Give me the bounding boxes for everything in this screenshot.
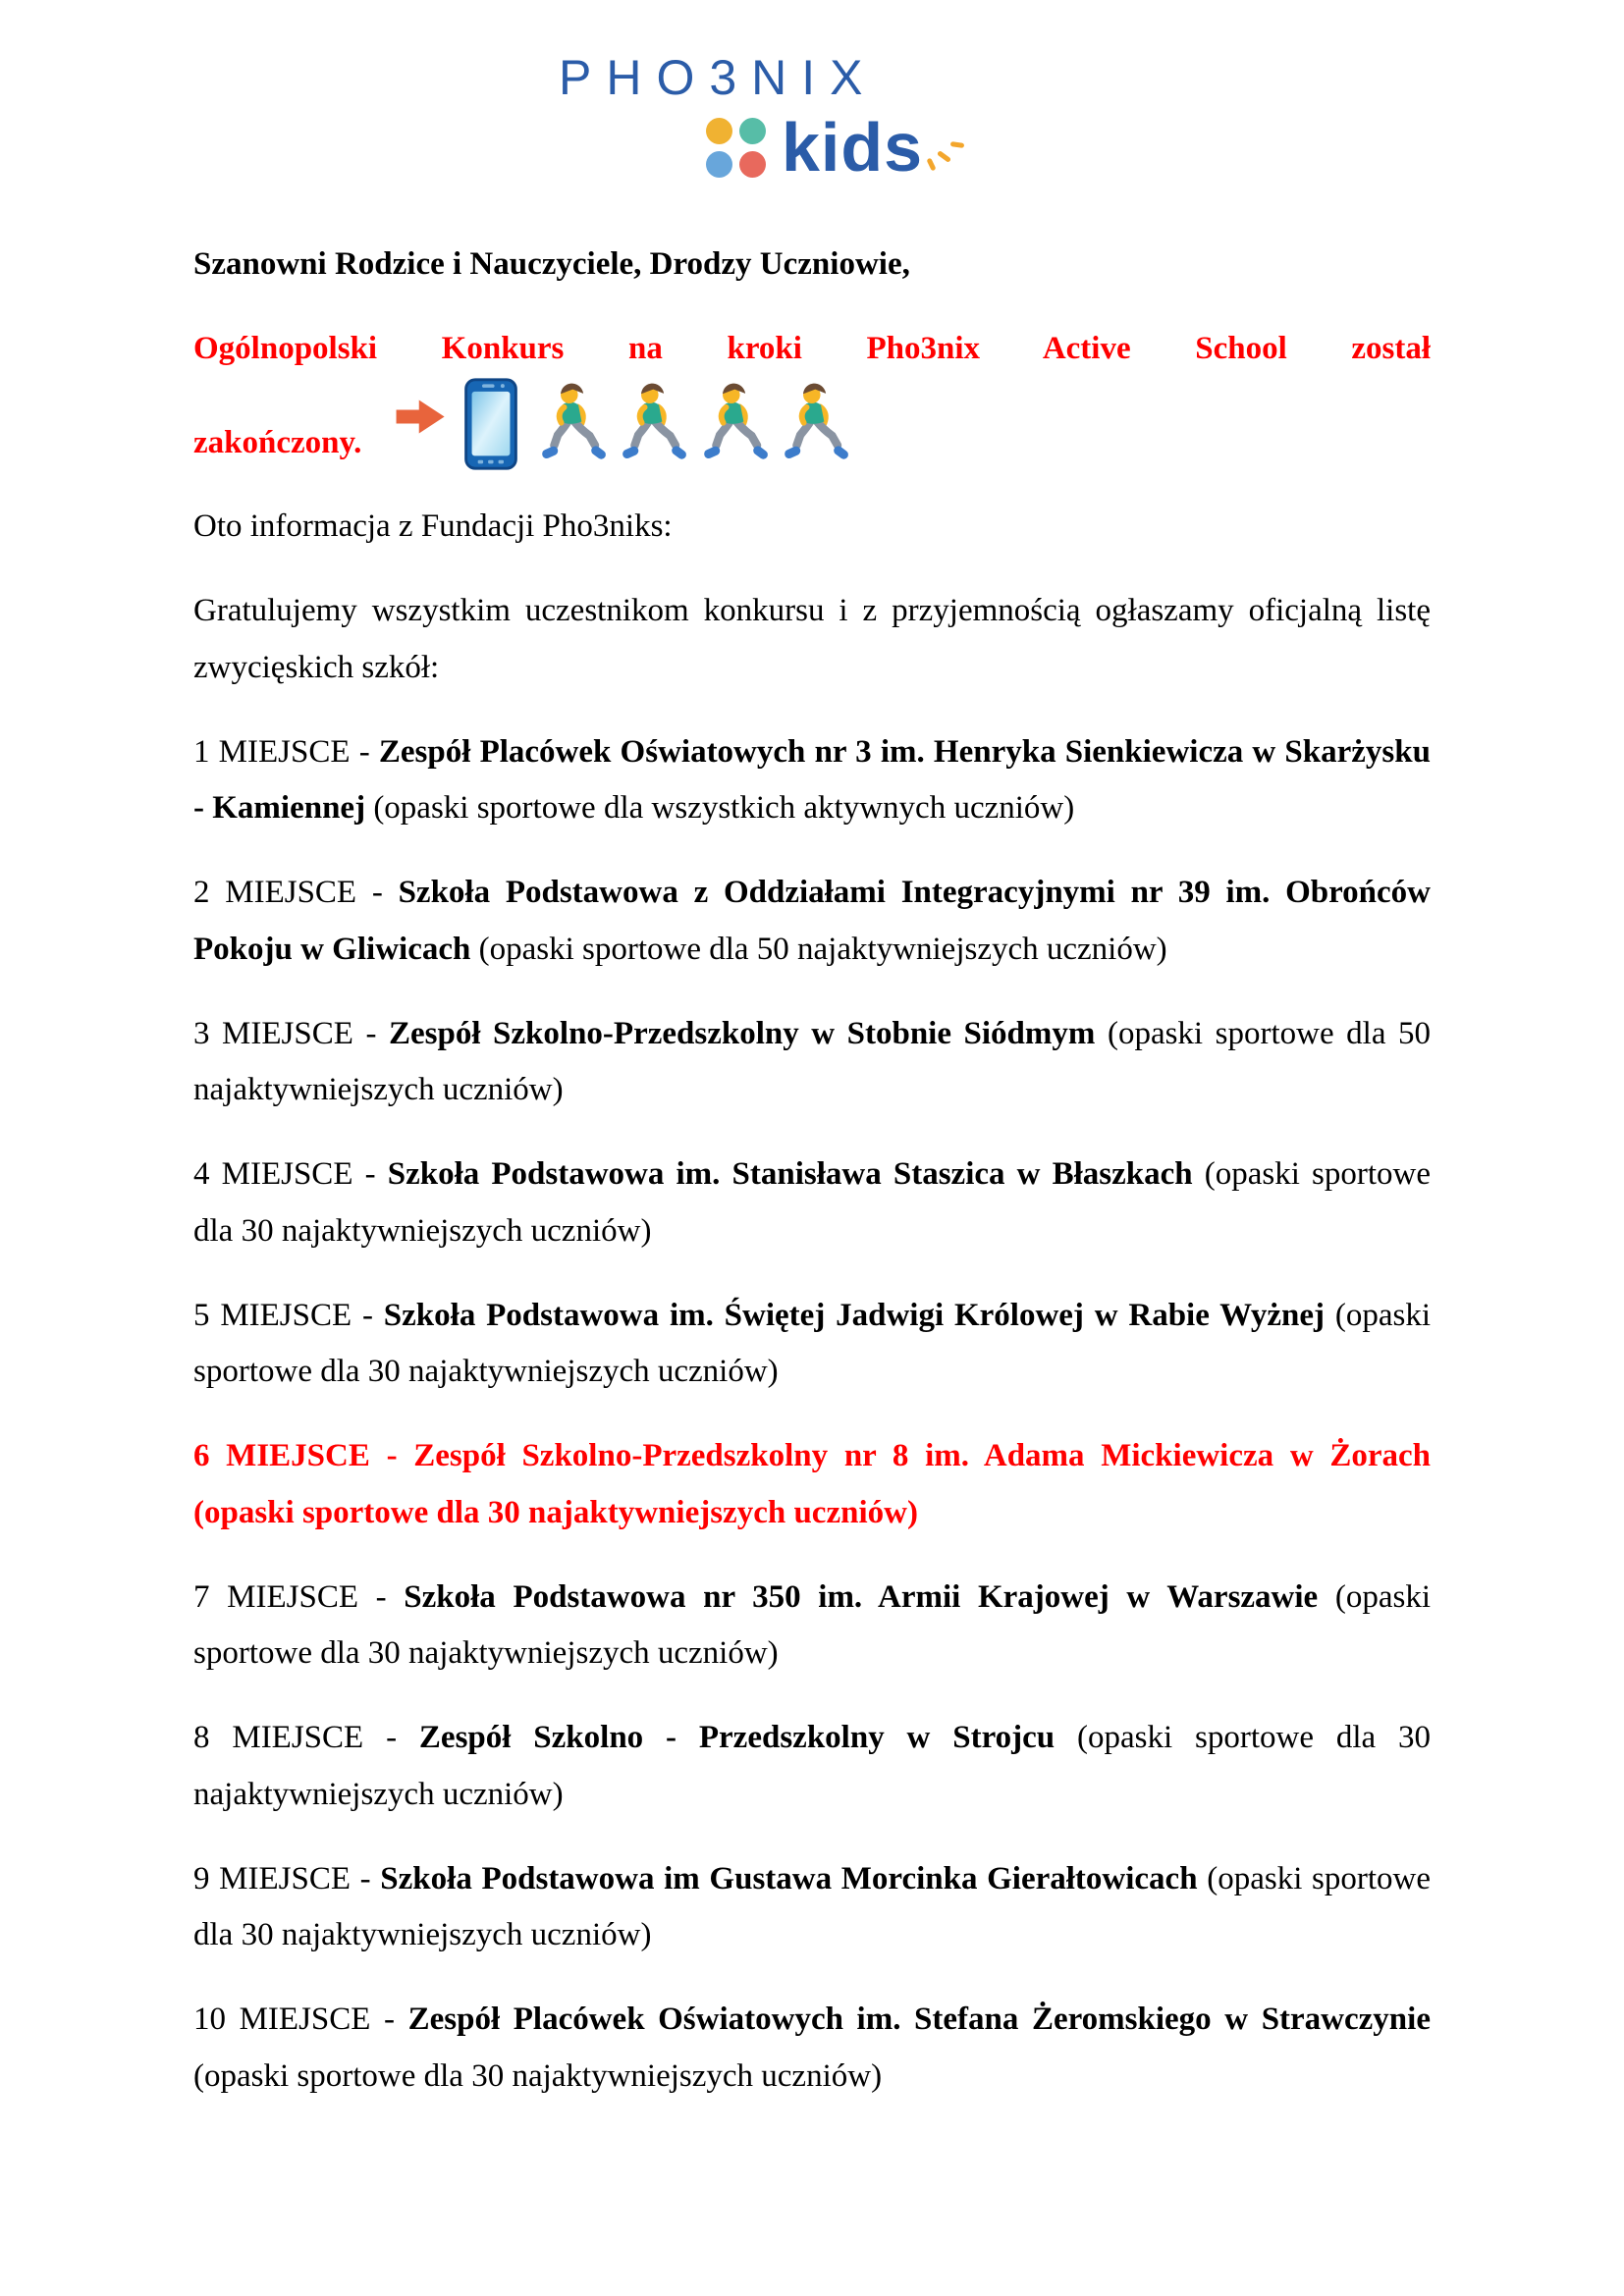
place-item bbox=[193, 865, 1431, 979]
place-item bbox=[193, 1006, 1431, 1120]
place-rank: 9 MIEJSCE bbox=[193, 1860, 351, 1896]
emoji-row bbox=[361, 425, 852, 460]
place-rank: 2 MIEJSCE bbox=[193, 875, 357, 910]
info-line: Oto informacja z Fundacji Pho3niks: bbox=[193, 508, 673, 545]
right-arrow-icon bbox=[394, 397, 447, 437]
logo-dot bbox=[706, 151, 732, 178]
announcement-paragraph bbox=[193, 321, 1431, 472]
place-school: Szkoła Podstawowa nr 350 im. Armii Krajowej w Warszawie bbox=[404, 1578, 1319, 1615]
place-school: Szkoła Podstawowa im Gustawa Morcinka Gierałtowicach bbox=[380, 1860, 1198, 1896]
place-separator: - bbox=[351, 1860, 381, 1896]
logo-kids-row bbox=[706, 109, 1030, 186]
congrats-paragraph: Gratulujemy wszystkim uczestnikom konkursu i z przyjemnością ogłaszamy oficjalną listę zwycięskich szkół: bbox=[193, 593, 1431, 685]
place-rank: 6 MIEJSCE bbox=[193, 1438, 370, 1473]
place-rank: 4 MIEJSCE bbox=[193, 1156, 353, 1192]
place-separator: - bbox=[356, 875, 399, 910]
place-prize: (opaski sportowe dla 50 najaktywniejszych uczniów) bbox=[478, 931, 1167, 967]
place-item bbox=[193, 1147, 1431, 1260]
place-prize: (opaski sportowe dla 30 najaktywniejszych uczniów) bbox=[193, 1297, 1431, 1390]
place-item bbox=[193, 1851, 1431, 1965]
mobile-phone-icon bbox=[464, 378, 517, 470]
place-prize: (opaski sportowe dla wszystkich aktywnych uczniów) bbox=[373, 790, 1075, 827]
logo-dot bbox=[706, 118, 732, 144]
place-rank: 10 MIEJSCE bbox=[193, 2002, 371, 2037]
place-school: Zespół Placówek Oświatowych nr 3 im. Henryka Sienkiewicza w Skarżysku - Kamiennej bbox=[193, 733, 1431, 827]
place-school: Zespół Szkolno-Przedszkolny w Stobnie Siódmym bbox=[388, 1015, 1096, 1051]
place-rank: 3 MIEJSCE bbox=[193, 1015, 353, 1051]
place-school: Zespół Szkolno-Przedszkolny nr 8 im. Adama Mickiewicza w Żorach bbox=[413, 1438, 1431, 1473]
place-rank: 1 MIEJSCE bbox=[193, 733, 351, 770]
greeting-line: Szanowni Rodzice i Nauczyciele, Drodzy Uczniowie, bbox=[193, 246, 910, 282]
place-separator: - bbox=[352, 1297, 384, 1333]
place-school: Szkoła Podstawowa z Oddziałami Integracyjnymi nr 39 im. Obrońców Pokoju w Gliwicach bbox=[193, 875, 1431, 967]
place-rank: 7 MIEJSCE bbox=[193, 1578, 358, 1615]
walking-person-icon bbox=[701, 381, 770, 467]
walking-person-icon bbox=[782, 381, 850, 467]
logo-dot bbox=[739, 151, 766, 178]
place-prize: (opaski sportowe dla 30 najaktywniejszych uczniów) bbox=[193, 1494, 918, 1530]
place-school: Zespół Placówek Oświatowych im. Stefana Żeromskiego w Strawczynie bbox=[407, 2002, 1431, 2037]
place-school: Szkoła Podstawowa im. Świętej Jadwigi Królowej w Rabie Wyżnej bbox=[383, 1297, 1326, 1333]
place-item bbox=[193, 1288, 1431, 1402]
logo-dots bbox=[706, 118, 766, 178]
sparkle-icon bbox=[923, 127, 966, 182]
place-separator: - bbox=[352, 1156, 388, 1192]
pho3nix-kids-logo bbox=[559, 50, 1030, 186]
place-separator: - bbox=[358, 1578, 405, 1615]
announcement-line2-text: zakończony. bbox=[193, 424, 362, 460]
logo-dot bbox=[739, 118, 766, 144]
place-prize: (opaski sportowe dla 30 najaktywniejszych uczniów) bbox=[193, 1578, 1431, 1672]
place-prize: (opaski sportowe dla 30 najaktywniejszych uczniów) bbox=[193, 1156, 1431, 1249]
walking-person-icon bbox=[539, 381, 608, 467]
place-prize: (opaski sportowe dla 50 najaktywniejszych uczniów) bbox=[193, 1015, 1432, 1108]
place-prize: (opaski sportowe dla 30 najaktywniejszych uczniów) bbox=[193, 2057, 883, 2094]
logo-sub-text: kids bbox=[782, 109, 924, 186]
announcement-line1: Ogólnopolski Konkurs na kroki Pho3nix Active School został bbox=[193, 330, 1431, 366]
place-separator: - bbox=[352, 1015, 389, 1051]
walking-person-icon bbox=[620, 381, 688, 467]
place-school: Szkoła Podstawowa im. Stanisława Staszica w Błaszkach bbox=[387, 1156, 1193, 1192]
place-item bbox=[193, 1710, 1431, 1824]
place-school: Zespół Szkolno - Przedszkolny w Strojcu bbox=[418, 1720, 1056, 1755]
place-separator: - bbox=[363, 1720, 419, 1755]
place-item bbox=[193, 1992, 1431, 2106]
place-item bbox=[193, 1428, 1431, 1542]
place-prize: (opaski sportowe dla 30 najaktywniejszych uczniów) bbox=[193, 1860, 1431, 1953]
logo-brand-text: PHO3NIX bbox=[559, 50, 878, 105]
place-prize: (opaski sportowe dla 30 najaktywniejszych uczniów) bbox=[193, 1720, 1431, 1812]
announcement-line2 bbox=[193, 378, 1431, 472]
place-item bbox=[193, 1570, 1431, 1683]
place-rank: 5 MIEJSCE bbox=[193, 1297, 352, 1333]
place-separator: - bbox=[369, 1438, 414, 1473]
place-item bbox=[193, 724, 1431, 838]
place-separator: - bbox=[350, 733, 379, 770]
places-list bbox=[193, 724, 1431, 2106]
place-separator: - bbox=[370, 2002, 408, 2037]
place-rank: 8 MIEJSCE bbox=[193, 1720, 364, 1755]
